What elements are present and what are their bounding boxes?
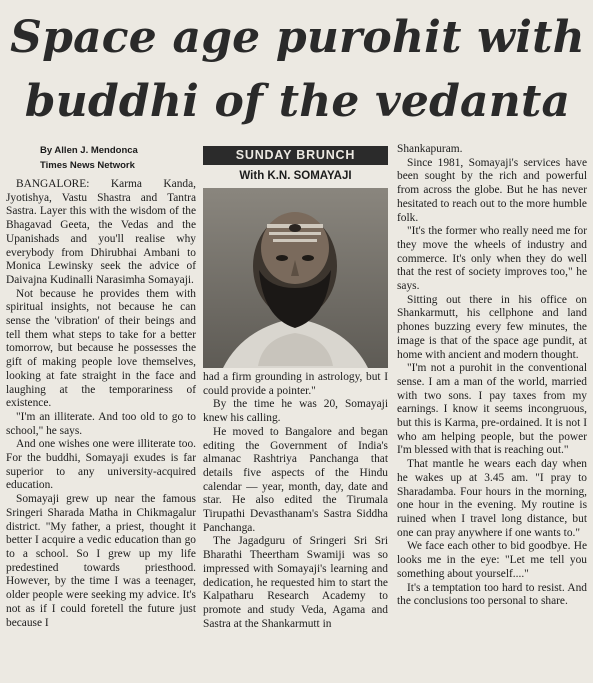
paragraph: "I'm an illiterate. And too old to go to school," he says. [6, 410, 196, 437]
paragraph: "It's the former who really need me for they move the wheels of industry and commerce. It's only when they do well that the rest of society improves too," he says. [397, 225, 587, 293]
article-column-3 [397, 143, 587, 609]
portrait-photo [203, 188, 388, 368]
paragraph: He moved to Bangalore and began editing the Government of India's almanac Rashtriya Panchanga that details five aspects of the Hindu calendar — year, month, day, date and star. He also edited the Tirumala Tirupathi Devasthanam's Sastra Siddha Panchanga. [203, 425, 388, 534]
paragraph: Since 1981, Somayaji's services have been sought by the rich and powerful from across the globe. But he has never hesitated to reach out to the more humble folk. [397, 156, 587, 224]
paragraph: "I'm not a purohit in the conventional sense. I am a man of the world, married with two sons. I pay taxes from my earnings. I know it seems incongruous, but this is Karma, pre-ordained. It is not I who am helping people, but the power I'm blessed with that is reaching out." [397, 362, 587, 457]
paragraph: By the time he was 20, Somayaji knew his calling. [203, 398, 388, 425]
paragraph: It's a temptation too hard to resist. And the conclusions too personal to share. [397, 581, 587, 608]
article-column-2 [203, 371, 388, 631]
paragraph: And one wishes one were illiterate too. For the buddhi, Somayaji exudes is far superior to any university-acquired education. [6, 438, 196, 492]
article-column-1 [6, 178, 196, 630]
byline-agency: Times News Network [40, 160, 135, 171]
paragraph: had a firm grounding in astrology, but I could provide a pointer." [203, 371, 388, 397]
headline-line-1: Space age purohit with [10, 12, 585, 63]
paragraph: That mantle he wears each day when he wakes up at 3.45 am. "I pray to Sharadamba. Four hours in the morning, one hour in the evening. My routine is ruined when I travel long distance, but one can pray anywhere if one wants to." [397, 458, 587, 539]
paragraph: BANGALORE: Karma Kanda, Jyotishya, Vastu Shastra and Tantra Sastra. Layer this with the wisdom of the Bhagavad Geeta, the Vedas and the Upanishads and you'll realise why everybody from Dhirubhai Ambani to Monica Lewinsky seek the advice of Daivajna Kudinalli Narasimha Somayaji. [6, 178, 196, 286]
paragraph: The Jagadguru of Sringeri Sri Sri Bharathi Theertham Swamiji was so impressed with Somayaji's learning and dedication, he requested him to start the Kalpatharu Research Academy to promote and study Veda, Agama and Sastra at the Shankarmutt in [203, 535, 388, 630]
column-label-banner: SUNDAY BRUNCH [203, 146, 388, 165]
paragraph: Not because he provides them with spiritual insights, not because he can sense the 'vibration' of their beings and tell them what steps to take for a better tomorrow, but because he possesses the gift of making people love themselves, looking at fate straight in the face and laughing at the temporariness of existence. [6, 287, 196, 410]
paragraph: Sitting out there in his office on Shankarmutt, his cellphone and land phones buzzing every few minutes, the image is that of the space age pundit, at home with ancient and modern thought. [397, 293, 587, 361]
paragraph: Shankapuram. [397, 143, 463, 155]
paragraph: Somayaji grew up near the famous Sringeri Sharada Matha in Chikmagalur district. "My father, a priest, thought it better I acquire a vedic education than go to a school. So I grew up my life predestined towards priesthood. However, by the time I was a teenager, older people were seeking my advice. It's not as if I could foretell the future just because I [6, 493, 196, 629]
portrait-image [203, 188, 388, 368]
byline [40, 143, 200, 173]
column-subtitle: With K.N. SOMAYAJI [239, 170, 352, 182]
headline [10, 6, 585, 134]
paragraph: We face each other to bid goodbye. He looks me in the eye: "Let me tell you something about yourself...." [397, 540, 587, 580]
byline-author: By Allen J. Mendonca [40, 145, 138, 156]
headline-line-2: buddhi of the vedanta [24, 76, 571, 127]
